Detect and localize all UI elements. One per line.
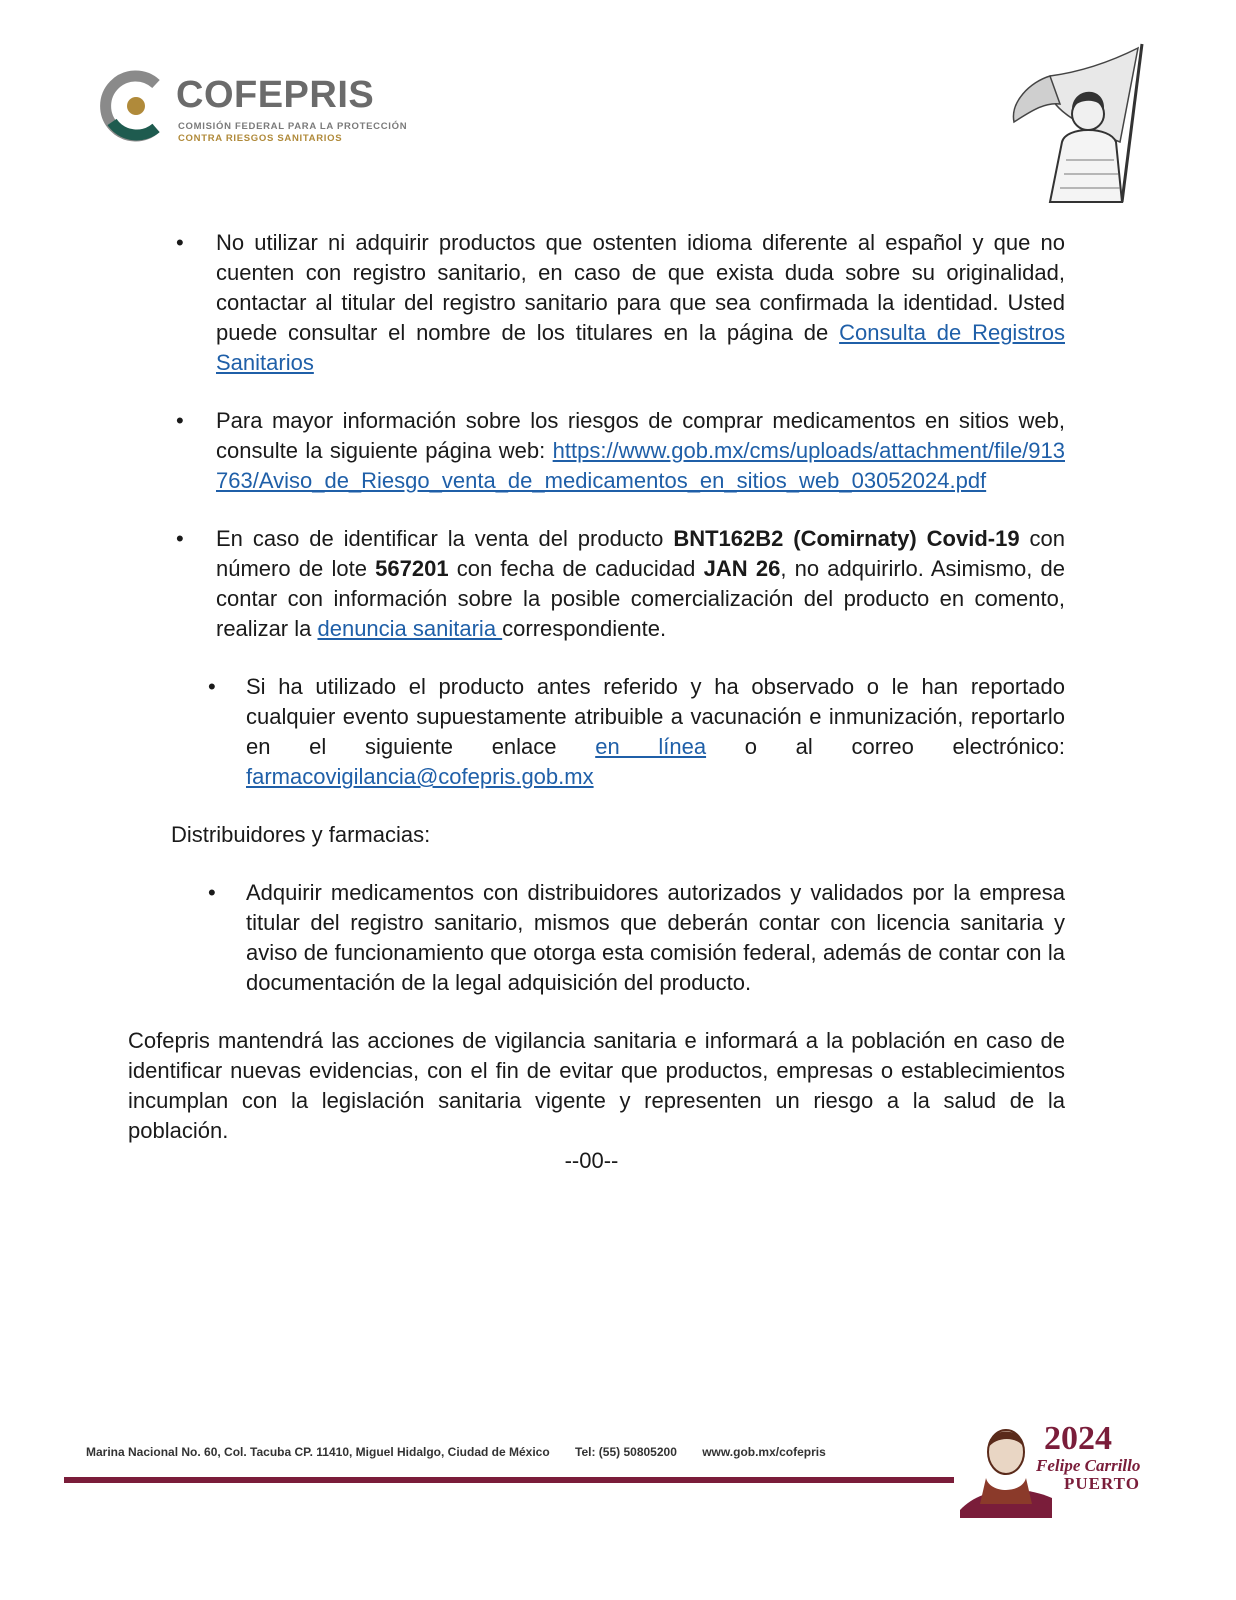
- bullet-4-text: Si ha utilizado el producto antes referido y ha observado o le han reportado cualquier evento supuestamente atribuible a vacunación e inmunización, reportarlo en el siguiente enlace: [246, 674, 1065, 759]
- list-item: [208, 878, 1065, 998]
- cofepris-logo: [98, 70, 418, 150]
- list-item: [176, 524, 1066, 644]
- end-mark: --00--: [564, 1148, 619, 1173]
- aviso-riesgo-pdf-link[interactable]: https://www.gob.mx/cms/uploads/attachment/file/913763/Aviso_de_Riesgo_venta_de_medicamentos_en_sitios_web_03052024.pdf: [216, 438, 1065, 493]
- footer-phone: Tel: (55) 50805200: [575, 1445, 677, 1459]
- footer-website: www.gob.mx/cofepris: [702, 1445, 826, 1459]
- bullet-5-text: Adquirir medicamentos con distribuidores autorizados y validados por la empresa titular del registro sanitario, mismos que deberán contar con licencia sanitaria y aviso de funcionamiento que otorga esta comisión federal, además de contar con la documentación de la legal adquisición del producto.: [246, 880, 1065, 995]
- product-name: BNT162B2 (Comirnaty) Covid-19: [673, 526, 1020, 551]
- bullet-icon: •: [176, 408, 184, 433]
- footer-contact: [86, 1445, 848, 1459]
- list-item: [176, 406, 1065, 496]
- bullet-3-text-1: En caso de identificar la venta del producto: [216, 526, 674, 551]
- bullet-icon: •: [208, 880, 216, 905]
- bullet-3-text-4: , no adquirirlo. Asimismo, de contar con información sobre la posible comercialización del producto en comento, realizar la: [216, 556, 1066, 641]
- registros-sanitarios-link[interactable]: Consulta de Registros Sanitarios: [216, 320, 1065, 375]
- bullet-3-text-2: con número de lote: [216, 526, 1065, 581]
- woman-with-flag-illustration-icon: [1010, 42, 1168, 204]
- list-item: [208, 672, 1065, 792]
- cofepris-logo-mark-icon: [98, 70, 170, 142]
- expiry-date: JAN 26: [703, 556, 781, 581]
- bullet-icon: •: [208, 674, 216, 699]
- en-linea-link[interactable]: en línea: [595, 734, 707, 759]
- section-heading: Distribuidores y farmacias:: [171, 822, 431, 847]
- bullet-4-mid-text: o al correo electrónico:: [706, 734, 1065, 759]
- bullet-icon: •: [176, 526, 184, 551]
- anniversary-year: 2024: [1044, 1420, 1112, 1457]
- lot-number: 567201: [375, 556, 449, 581]
- logo-subtitle-1: COMISIÓN FEDERAL PARA LA PROTECCIÓN: [178, 121, 408, 132]
- bullet-3-text-5: correspondiente.: [502, 616, 667, 641]
- bullet-1-text: No utilizar ni adquirir productos que ostenten idioma diferente al español y que no cuenten con registro sanitario, en caso de que exista duda sobre su originalidad, contactar al titular del registro sanitario para que sea confirmada la identidad. Usted puede consultar el nombre de los titulares en la página de: [216, 230, 1065, 345]
- logo-name: COFEPRIS: [176, 74, 375, 116]
- bullet-icon: •: [176, 230, 184, 255]
- logo-subtitle-2: CONTRA RIESGOS SANITARIOS: [178, 133, 343, 144]
- anniversary-logo: [960, 1418, 1170, 1518]
- list-item: [176, 228, 1065, 378]
- document-body: [128, 228, 1065, 1176]
- bullet-3-text-3: con fecha de caducidad: [448, 556, 704, 581]
- footer-address: Marina Nacional No. 60, Col. Tacuba CP. 11410, Miguel Hidalgo, Ciudad de México: [86, 1445, 550, 1459]
- closing-paragraph: Cofepris mantendrá las acciones de vigilancia sanitaria e informará a la población en caso de identificar nuevas evidencias, con el fin de evitar que productos, empresas o establecimientos incumplan con la legislación sanitaria vigente y representen un riesgo a la salud de la población.: [128, 1028, 1065, 1143]
- footer-divider: [64, 1477, 954, 1483]
- denuncia-sanitaria-link[interactable]: denuncia sanitaria: [317, 616, 503, 641]
- anniversary-name: Felipe Carrillo: [1036, 1456, 1141, 1475]
- bullet-2-text: Para mayor información sobre los riesgos de comprar medicamentos en sitios web, consulte la siguiente página web:: [216, 408, 1065, 463]
- farmacovigilancia-email-link[interactable]: farmacovigilancia@cofepris.gob.mx: [246, 764, 594, 789]
- anniversary-surname: PUERTO: [1064, 1474, 1140, 1493]
